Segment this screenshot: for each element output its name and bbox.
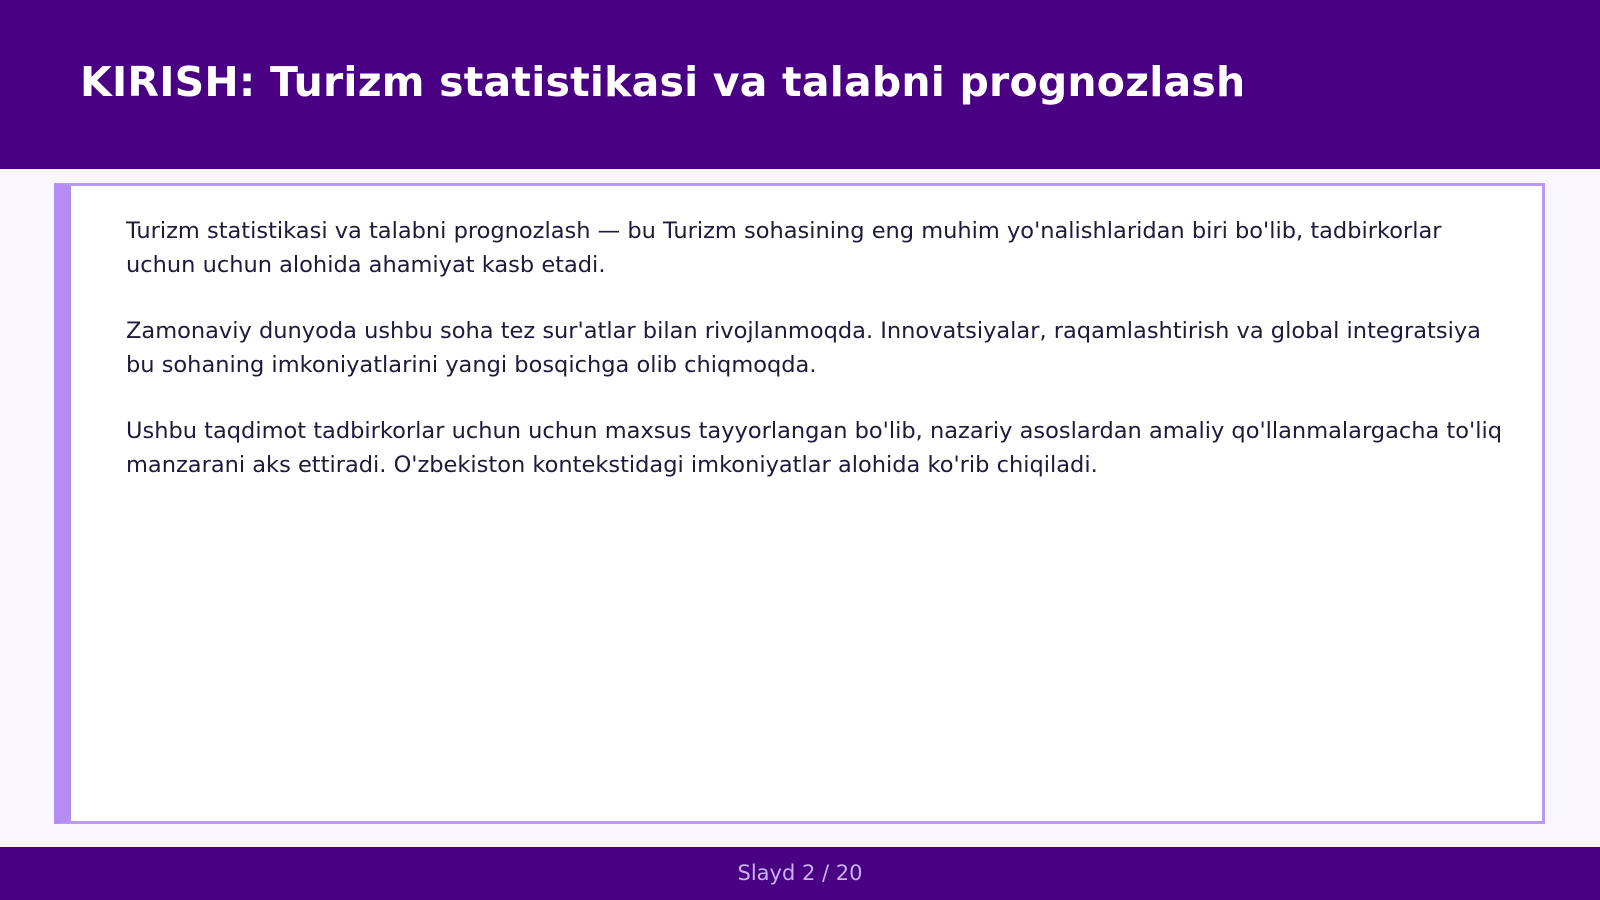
paragraph-modern-world: Zamonaviy dunyoda ushbu soha tez sur'atlar bilan rivojlanmoqda. Innovatsiyalar, raqamlashtirish va global integratsiya bu sohaning imkoniyatlarini yangi bosqichga olib chiqmoqda. <box>126 318 1481 378</box>
content-panel <box>54 183 1545 824</box>
content-text <box>126 214 1506 514</box>
paragraph-intro: Turizm statistikasi va talabni prognozlash — bu Turizm sohasining eng muhim yo'nalishlaridan biri bo'lib, tadbirkorlar uchun uchun alohida ahamiyat kasb etadi. <box>126 218 1442 278</box>
slide-counter: Slayd 2 / 20 <box>737 861 863 885</box>
slide-header <box>0 0 1600 169</box>
paragraph-presentation-purpose: Ushbu taqdimot tadbirkorlar uchun uchun maxsus tayyorlangan bo'lib, nazariy asoslardan amaliy qo'llanmalargacha to'liq manzarani aks ettiradi. O'zbekiston kontekstidagi imkoniyatlar alohida ko'rib chiqiladi. <box>126 418 1502 478</box>
slide-title: KIRISH: Turizm statistikasi va talabni prognozlash <box>80 58 1246 106</box>
slide-footer <box>0 847 1600 900</box>
